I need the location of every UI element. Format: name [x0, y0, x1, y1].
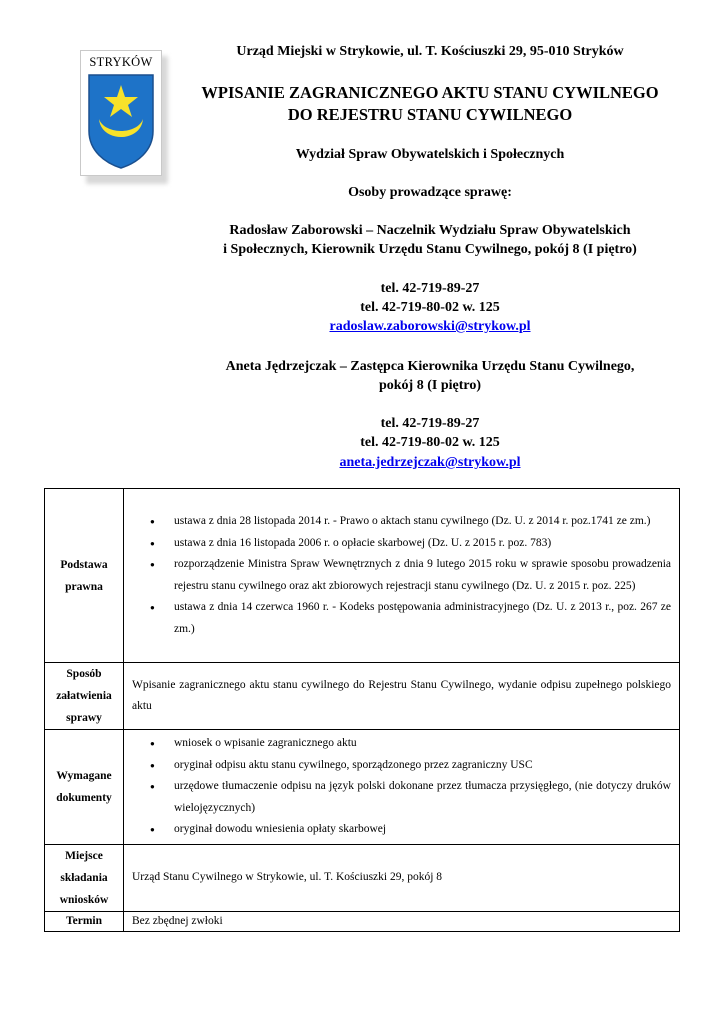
- crest-name: STRYKÓW: [89, 55, 153, 69]
- label-place: [45, 844, 124, 911]
- list-item: ● urzędowe tłumaczenie odpisu na język polski dokonane przez tłumacza przysięgłego, (nie dotyczy druków wielojęzycznych): [174, 776, 671, 819]
- value-place: Urząd Stanu Cywilnego w Strykowie, ul. T. Kościuszki 29, pokój 8: [124, 844, 680, 911]
- persons-heading: Osoby prowadzące sprawę:: [348, 185, 512, 200]
- row-method: [45, 663, 680, 730]
- contact-1-phone-1: tel. 42-719-89-27: [380, 281, 480, 296]
- value-legal-basis: [124, 489, 680, 663]
- contact-2-name: Aneta Jędrzejczak – Zastępca Kierownika Urzędu Stanu Cywilnego,: [225, 359, 635, 374]
- list-item: ● wniosek o wpisanie zagranicznego aktu: [174, 733, 671, 755]
- page-title-line2: DO REJESTRU STANU CYWILNEGO: [287, 105, 573, 124]
- contact-2-room: pokój 8 (I piętro): [378, 378, 482, 393]
- label-line: wniosków: [59, 893, 109, 906]
- contact-2-phone-1: tel. 42-719-89-27: [380, 416, 480, 431]
- documents-list: [132, 733, 671, 841]
- row-documents: [45, 730, 680, 845]
- contact-2-phone-2: tel. 42-719-80-02 w. 125: [360, 435, 500, 450]
- procedure-table: [44, 488, 680, 932]
- crest-logo: [80, 50, 166, 182]
- value-method: Wpisanie zagranicznego aktu stanu cywilnego do Rejestru Stanu Cywilnego, wydanie odpisu zupełnego polskiego aktu: [124, 663, 680, 730]
- contact-2-email-link[interactable]: aneta.jedrzejczak@strykow.pl: [339, 455, 521, 470]
- coat-of-arms-icon: [87, 73, 155, 169]
- page-title-line1: WPISANIE ZAGRANICZNEGO AKTU STANU CYWILNEGO: [201, 83, 659, 102]
- label-line: sprawy: [66, 712, 102, 724]
- list-item: ● rozporządzenie Ministra Spraw Wewnętrznych z dnia 9 lutego 2015 roku w sprawie sposobu prowadzenia rejestru stanu cywilnego oraz akt zbiorowych rejestracji stanu cywilnego (Dz. U. z 2015 r. poz. 225): [174, 554, 671, 597]
- value-deadline: Bez zbędnej zwłoki: [124, 911, 680, 931]
- row-deadline: [45, 911, 680, 931]
- label-documents: [45, 730, 124, 845]
- crest-card: [80, 50, 162, 176]
- contact-1-phone-2: tel. 42-719-80-02 w. 125: [360, 300, 500, 315]
- label-line: dokumenty: [56, 791, 112, 804]
- label-line: składania: [60, 871, 108, 884]
- label-line: załatwienia: [56, 690, 112, 702]
- list-item: ● ustawa z dnia 28 listopada 2014 r. - Prawo o aktach stanu cywilnego (Dz. U. z 2014 r. poz.1741 ze zm.): [174, 511, 671, 533]
- label-line: prawna: [65, 580, 103, 593]
- value-documents: [124, 730, 680, 845]
- contact-1-name: Radosław Zaborowski – Naczelnik Wydziału Spraw Obywatelskich: [229, 223, 631, 238]
- label-line: Sposób: [66, 668, 102, 680]
- office-address: Urząd Miejski w Strykowie, ul. T. Kościuszki 29, 95-010 Stryków: [236, 44, 624, 59]
- row-legal-basis: [45, 489, 680, 663]
- label-method: [45, 663, 124, 730]
- label-line: Wymagane: [56, 769, 112, 782]
- list-item: ● oryginał odpisu aktu stanu cywilnego, sporządzonego przez zagraniczny USC: [174, 755, 671, 777]
- list-item: ● ustawa z dnia 14 czerwca 1960 r. - Kodeks postępowania administracyjnego (Dz. U. z 2013 r., poz. 267 ze zm.): [174, 597, 671, 640]
- department-name: Wydział Spraw Obywatelskich i Społecznych: [295, 147, 565, 162]
- row-place: [45, 844, 680, 911]
- list-item: ● oryginał dowodu wniesienia opłaty skarbowej: [174, 819, 671, 841]
- label-line: Miejsce: [65, 849, 103, 862]
- contact-1-email-link[interactable]: radoslaw.zaborowski@strykow.pl: [329, 319, 531, 334]
- label-line: Podstawa: [60, 558, 108, 571]
- legal-basis-list: [132, 511, 671, 640]
- label-legal-basis: [45, 489, 124, 663]
- contact-1-role: i Społecznych, Kierownik Urzędu Stanu Cywilnego, pokój 8 (I piętro): [223, 242, 637, 257]
- label-deadline: Termin: [45, 911, 124, 931]
- list-item: ● ustawa z dnia 16 listopada 2006 r. o opłacie skarbowej (Dz. U. z 2015 r. poz. 783): [174, 533, 671, 555]
